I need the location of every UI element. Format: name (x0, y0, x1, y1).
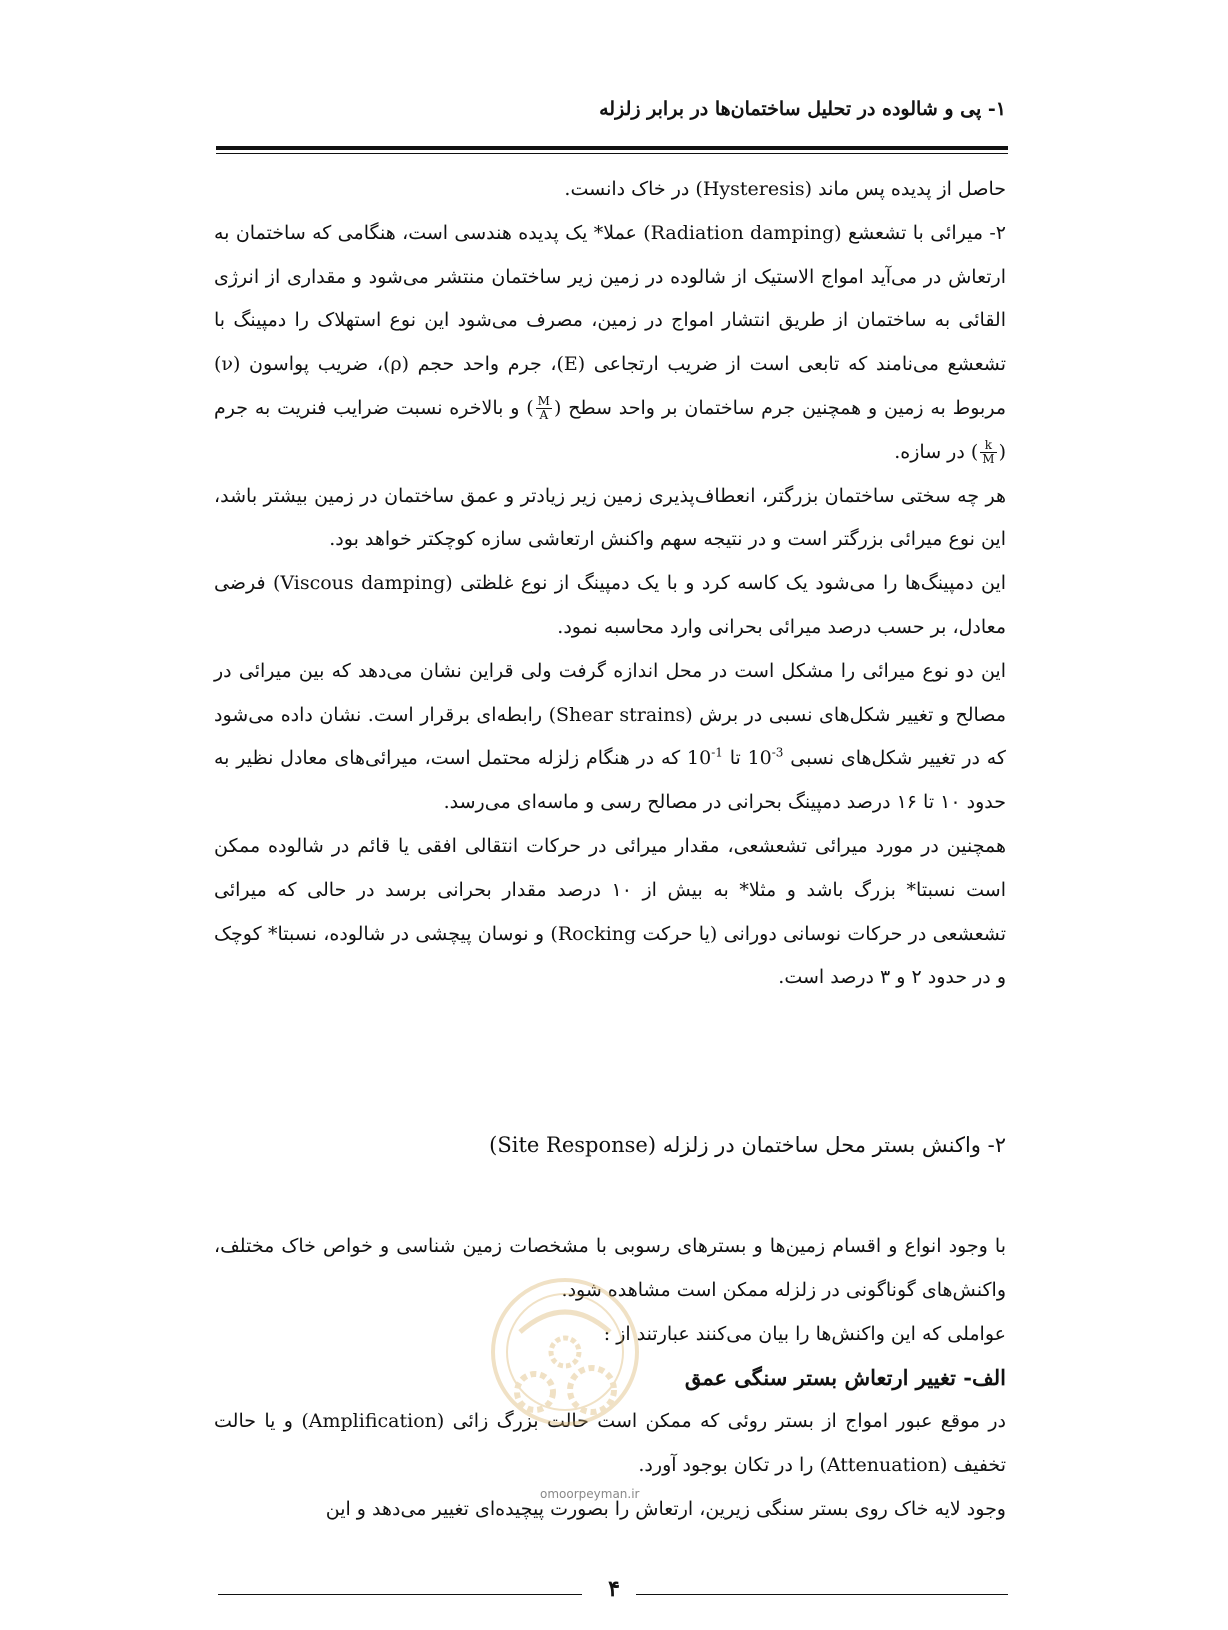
paragraph-viscous-damping: این دمپینگ‌ها را می‌شود یک کاسه کرد و با یک دمپینگ از نوع غلظتی (Viscous damping) فرضی معادل، بر حسب درصد میرائی بحرانی وارد محاسبه نمود. (214, 572, 1007, 638)
section-paragraph-1: با وجود انواع و اقسام زمین‌ها و بسترهای رسوبی با مشخصات زمین شناسی و خواص خاک مختلف، واکنش‌های گوناگونی در زلزله ممکن است مشاهده شود. (214, 1235, 1006, 1301)
watermark-seal-icon (480, 1272, 650, 1462)
paragraph-shear-strains-b: تا (729, 747, 741, 770)
fraction-mass-area (536, 395, 552, 422)
strain-upper-base: 10 (687, 747, 712, 770)
watermark-url: omoorpeyman.ir (540, 1487, 640, 1501)
paragraph-radiation-damping-text: ۲- میرائی با تشعشع (Radiation damping) عملا* یک پدیده هندسی است، هنگامی که ساختمان به ارتعاش در می‌آید امواج الاستیک از شالوده در زمین زیر ساختمان منتشر می‌شود و مقداری از انرژی القائی به ساختمان از طریق انتشار امواج در زمین، مصرف می‌شود این نوع استهلاک را دمپینگ با تشعشع می‌نامند که تابعی است از ضریب ارتجاعی (E)، جرم واحد حجم (ρ)، ضریب پواسون (ν) مربوط به زمین و همچنین جرم ساختمان بر (214, 221, 1007, 419)
strain-upper-exp: -1 (711, 746, 723, 761)
page-number: ۴ (608, 1576, 620, 1602)
section-paragraph-4: وجود لایه خاک روی بستر سنگی زیرین، ارتعاش را بصورت پیچیده‌ای تغییر می‌دهد و این (325, 1497, 1006, 1520)
strain-lower (748, 747, 784, 769)
paragraph-shear-strains (214, 650, 1006, 825)
footer-rule-left (218, 1594, 582, 1595)
paragraph-stiffness: هر چه سختی ساختمان بزرگتر، انعطاف‌پذیری زمین زیر زیادتر و عمق ساختمان در زمین بیشتر باشد، این نوع میرائی بزرگتر است و در نتیجه سهم واکنش ارتعاشی سازه کوچکتر خواهد بود. (214, 484, 1006, 551)
body-text (214, 168, 1006, 1000)
fraction-mass-area-den: A (539, 408, 549, 423)
footer-rule-right (636, 1594, 1008, 1595)
running-head: ۱- پی و شالوده در تحلیل ساختمان‌ها در برابر زلزله (599, 98, 1006, 120)
section-paragraph-3: در موقع عبور امواج از بستر روئی که ممکن است حالت بزرگ زائی (Amplification) و یا حالت تخفیف (Attenuation) را در تکان بوجود آورد. (214, 1410, 1006, 1476)
paragraph-shear-strains-a: این دو نوع میرائی را مشکل است در محل اندازه گرفت ولی قراین نشان می‌دهد که بین میرائی در مصالح و تغییر شکل‌های نسبی در برش (Shear strains) رابطه‌ای برقرار است. نشان داده می‌شود که در تغییر شکل‌های نسبی (214, 659, 1006, 770)
strain-lower-base: 10 (747, 747, 772, 770)
paragraph-radiation-values: همچنین در مورد میرائی تشعشعی، مقدار میرائی در حرکات انتقالی افقی یا قائم در شالوده ممکن است نسبتا* بزرگ باشد و مثلا* به بیش از ۱۰ درصد مقدار بحرانی برسد در حالی که میرائی تشعشعی در حرکات نوسانی دورانی (یا حرکت Rocking) و نوسان پیچشی در شالوده، نسبتا* کوچک و در حدود ۲ و ۳ درصد است. (214, 834, 1007, 989)
paragraph-shear-strains-c: که در هنگام زلزله محتمل است، میرائی‌های معادل نظیر به حدود ۱۰ تا ۱۶ درصد دمپینگ بحرانی در مصالح رسی و ماسه‌ای می‌رسد. (214, 747, 1006, 814)
strain-lower-exp: -3 (771, 746, 784, 761)
section-heading: ۲- واکنش بستر محل ساختمان در زلزله (Site Response) (489, 1133, 1006, 1157)
subheading-alef: الف- تغییر ارتعاش بستر سنگی عمق (684, 1365, 1006, 1391)
fraction-k-mass-num: k (980, 439, 996, 453)
fraction-k-mass-den: M (982, 452, 995, 467)
paragraph-radiation-damping: ۲- میرائی با تشعشع (Radiation damping) عملا* یک پدیده هندسی است، هنگامی که ساختمان به ارتعاش در می‌آید امواج الاستیک از شالوده در زمین زیر ساختمان منتشر می‌شود و مقداری از انرژی القائی به ساختمان از طریق انتشار امواج در زمین، مصرف می‌شود این نوع استهلاک را دمپینگ با تشعشع می‌نامند که تابعی است از ضریب ارتجاعی (E)، جرم واحد حجم (ρ)، ضریب پواسون (ν) مربوط به زمین و همچنین جرم ساختمان بر واحد سطح ( $\frac{M}{A}$ ) و بالاخره نسبت ضرایب فنریت به جرم ( $\frac{k}{M}$ ) در سازه. (214, 221, 1007, 467)
strain-upper (687, 747, 723, 769)
header-rule-thick (216, 146, 1008, 150)
paragraph-radiation-damping-end-c: در سازه. (894, 440, 965, 463)
section-paragraph-2: عواملی که این واکنش‌ها را بیان می‌کنند عبارتند از : (603, 1322, 1006, 1345)
header-rule-thin (216, 153, 1008, 154)
paragraph-hysteresis: حاصل از پدیده پس ماند (Hysteresis) در خاک دانست. (564, 178, 1006, 200)
paragraph-radiation-damping-end-b: و بالاخره نسبت ضرایب فنریت به جرم (214, 396, 520, 419)
fraction-mass-area-num: M (537, 394, 550, 409)
paragraph-radiation-damping-end-a: واحد سطح (568, 396, 655, 419)
fraction-k-mass (980, 439, 996, 466)
